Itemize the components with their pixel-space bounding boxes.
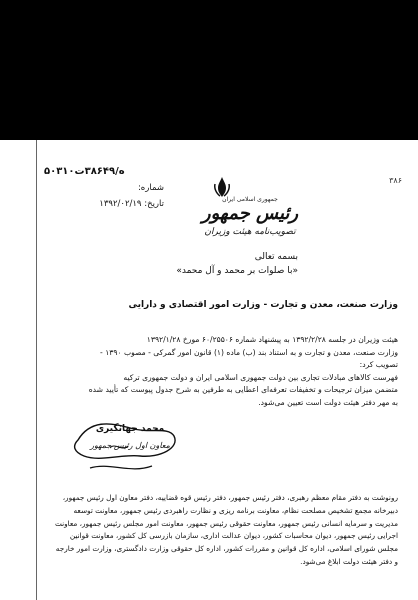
salawat-line: «با صلوات بر محمد و آل محمد» bbox=[176, 266, 298, 276]
signer-name: محمد جهانگیری bbox=[95, 424, 165, 434]
signer-title: معاون اول رئیس جمهور bbox=[90, 441, 170, 450]
org-title: رئیس جمهور bbox=[201, 203, 299, 224]
recipients: وزارت صنعت، معدن و تجارت - وزارت امور اقتصادی و دارایی bbox=[128, 300, 398, 310]
date-label: تاریخ: bbox=[144, 199, 164, 209]
org-line: جمهوری اسلامی ایران bbox=[222, 196, 278, 203]
iran-emblem-icon bbox=[212, 176, 232, 198]
body-line: وزارت صنعت، معدن و تجارت و به استناد بند (ب) ماده (۱) قانون امور گمرکی - مصوب ۱۳۹۰ - bbox=[100, 347, 398, 357]
body-line: تصویب کرد: bbox=[359, 360, 398, 370]
carbon-copy-list: رونوشت به دفتر مقام معظم رهبری، دفتر رئیس جمهور، دفتر رئیس قوه قضاییه، دفتر معاون اول رئیس جمهور، دبیرخانه مجمع تشخیص مصلحت نظام، معاونت برنامه ریزی و نظارت راهبردی رئیس جمهور، معاونت توسعه مدیریت و سرمایه انسانی رئیس جمهور، معاونت حقوقی رئیس جمهور، معاونت امور مجلس رئیس جمهور، معاونت اجرایی رئیس جمهور، دیوان محاسبات کشور، دیوان عدالت اداری، سازمان بازرسی کل کشور، معاونت قوانین مجلس شورای اسلامی، اداره کل قوانین و مقررات کشور، اداره کل حقوقی وزارت دادگستری، وزارت امور خارجه و دفتر هیئت دولت ابلاغ می‌شود. bbox=[54, 493, 398, 566]
date-row bbox=[44, 196, 164, 212]
letterhead bbox=[190, 196, 310, 239]
body-line: هیئت وزیران در جلسه ۱۳۹۲/۲/۲۸ به پیشنهاد شماره ۶۰/۲۵۵۰۶ مورخ ۱۳۹۲/۱/۲۸ bbox=[146, 335, 398, 344]
body-line: به مهر دفتر هیئت دولت است تعیین می‌شود. bbox=[258, 397, 398, 407]
date-value: ۱۳۹۲/۰۲/۱۹ bbox=[99, 199, 142, 209]
bismillah: بسمه تعالی bbox=[254, 252, 298, 262]
reference-number: ۵۰۳۱۰ه/۳۸۶۴۹ت bbox=[44, 166, 125, 177]
body-line: متضمن میزان ترجیحات و تخفیفات تعرفه‌ای اعطایی به طرفین به شرح جدول پیوست که تأیید شده bbox=[88, 385, 398, 395]
black-redaction-band bbox=[0, 0, 418, 140]
number-label: شماره: bbox=[137, 183, 164, 193]
document-meta bbox=[44, 164, 164, 212]
page-mark: ۳۸۶ bbox=[389, 176, 402, 185]
approval-line: تصویب‌نامه هیئت وزیران bbox=[204, 227, 296, 237]
decree-body bbox=[58, 334, 398, 410]
body-line: فهرست کالاهای مبادلات تجاری بین دولت جمهوری اسلامی ایران و دولت جمهوری ترکیه bbox=[123, 372, 398, 382]
